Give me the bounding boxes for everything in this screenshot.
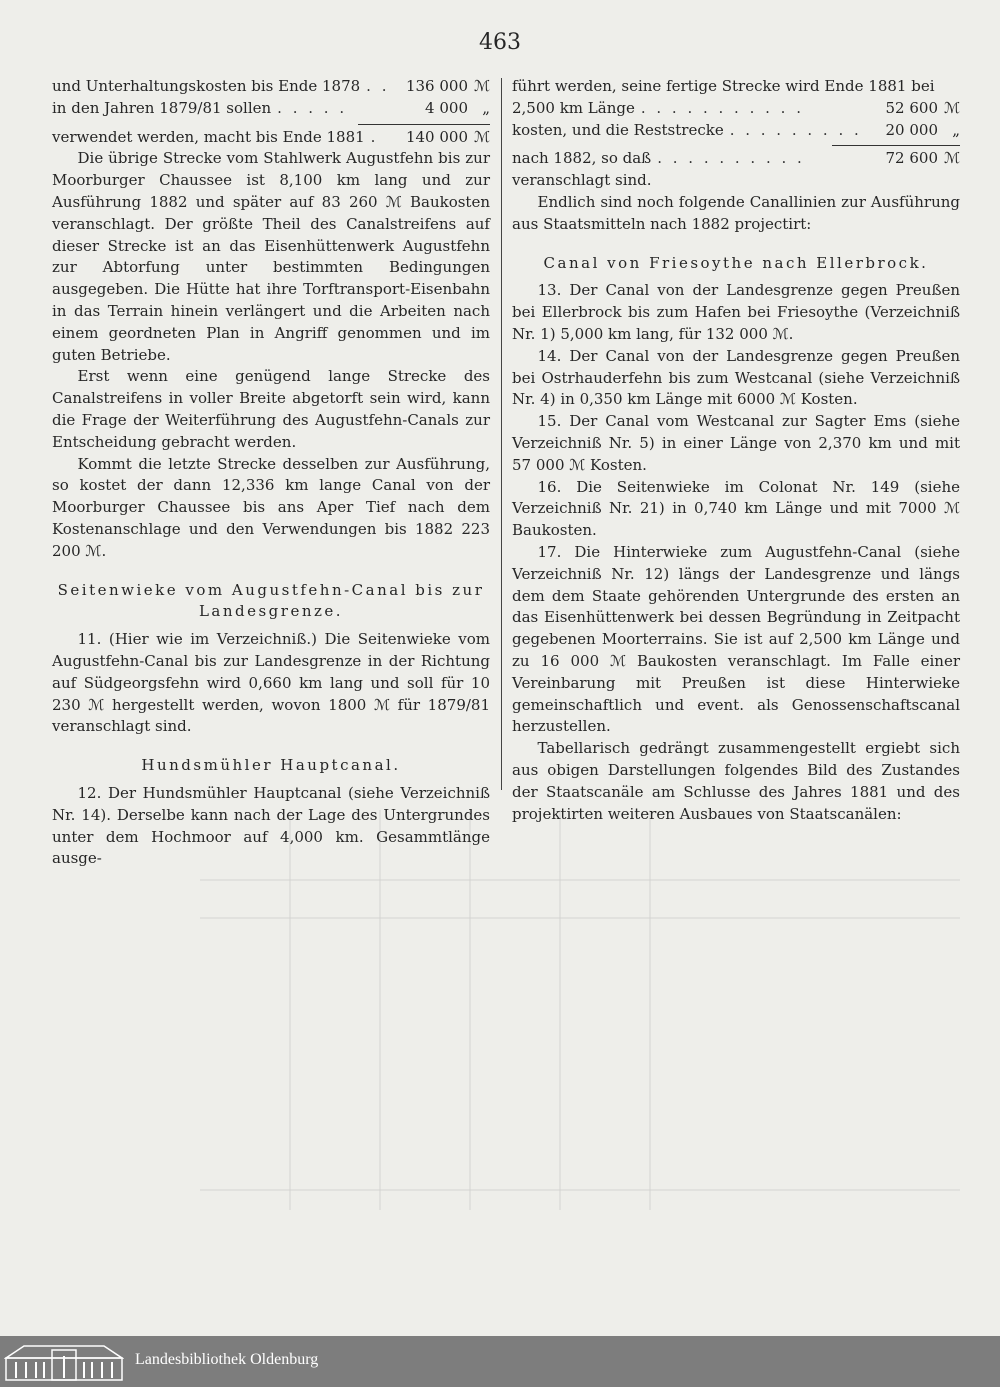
paragraph: 16. Die Seitenwieke im Colonat Nr. 149 (siehe Verzeichniß Nr. 21) in 0,740 km Länge und mit 7000 ℳ Baukosten.	[512, 477, 960, 540]
cost-row-label: kosten, und die Reststrecke	[512, 120, 724, 139]
leader-dots: . . . . . . . . . . .	[640, 98, 804, 117]
column-divider	[501, 78, 502, 790]
sum-rule	[358, 124, 490, 125]
cost-row-value: 136 000	[405, 77, 468, 95]
show-through-table	[200, 790, 980, 1230]
leader-dots: .	[370, 127, 379, 146]
cost-row-label: und Unterhaltungskosten bis Ende 1878	[52, 77, 361, 95]
page-number: 463	[479, 30, 521, 55]
paragraph: 17. Die Hinterwieke zum Augustfehn-Canal (siehe Verzeichniß Nr. 12) längs der Landesgrenze und längs dem dem Staate gehörenden Untergrunde des ersten an das Eisenhüttenwerk bei dessen Begründung in Zeitpacht gegebenen Moorterrains. Sie ist auf 2,500 km Länge und zu 16 000 ℳ Baukosten veranschlagt. Im Falle einer Vereinbarung mit Preußen ist diese Hinterwieke gemeinschaftlich und event. als Genossenschaftscanal herzustellen.	[512, 542, 960, 736]
cost-row-unit: „	[482, 98, 490, 117]
total-row-label: verwendet werden, macht bis Ende 1881	[52, 127, 365, 146]
paragraph: Tabellarisch gedrängt zusammengestellt ergiebt sich aus obigen Darstellungen folgendes Bild des Zustandes der Staatscanäle am Schlusse des Jahres 1881 und des projektirten weiteren Ausbaues von Staatscanälen:	[512, 739, 960, 823]
cost-row-value: 4 000	[425, 98, 468, 117]
cost-row-unit: ℳ	[943, 98, 960, 117]
paragraph: 13. Der Canal von der Landesgrenze gegen Preußen bei Ellerbrock bis zum Hafen bei Friesoythe (Verzeichniß Nr. 1) 5,000 km lang, für 132 000 ℳ.	[512, 281, 960, 343]
paragraph: 15. Der Canal vom Westcanal zur Sagter Ems (siehe Verzeichniß Nr. 5) in einer Länge von 2,370 km und mit 57 000 ℳ Kosten.	[512, 412, 960, 474]
total-row-value: 140 000	[405, 127, 468, 146]
show-through-lines	[200, 790, 980, 1230]
paragraph: Die übrige Strecke vom Stahlwerk Augustfehn bis zur Moorburger Chaussee ist 8,100 km lang und zur Ausführung 1882 und später auf 83 260 ℳ Baukosten veranschlagt. Der größte Theil des Canalstreifens auf dieser Strecke ist an das Eisenhüttenwerk Augustfehn zur Abtorfung unter bestimmten Bedingungen ausgegeben. Die Hütte hat ihre Torftransport-Eisenbahn in das Terrain hinein verlängert und die Arbeiten nach einem geordneten Plan in Angriff genommen und im guten Betriebe.	[52, 149, 490, 364]
paragraph: Kommt die letzte Strecke desselben zur Ausführung, so kostet der dann 12,336 km lange Canal von der Moorburger Chaussee bis ans Aper Tief nach dem Kostenanschlage und den Verwendungen bis 1882 223 200 ℳ.	[52, 454, 490, 560]
sum-rule	[832, 145, 960, 146]
section-heading: Seitenwieke vom Augustfehn-Canal bis zur Landesgrenze.	[57, 580, 485, 621]
paragraph: Endlich sind noch folgende Canallinien zur Ausführung aus Staatsmitteln nach 1882 projectirt:	[512, 192, 960, 233]
right-column	[512, 76, 960, 825]
paragraph: führt werden, seine fertige Strecke wird Ende 1881 bei	[512, 77, 935, 95]
total-row-label: nach 1882, so daß	[512, 149, 652, 168]
cost-row-length	[512, 98, 960, 120]
cost-row-label: in den Jahren 1879/81 sollen	[52, 98, 272, 117]
section-heading: Hundsmühler Hauptcanal.	[141, 756, 401, 775]
leader-dots: . . . . . . . . .	[729, 120, 862, 139]
total-row	[52, 127, 490, 149]
leader-dots: . . . . . . . . . .	[657, 149, 805, 168]
library-name: Landesbibliothek Oldenburg	[135, 1351, 319, 1368]
cost-row-1879-81	[52, 98, 490, 120]
cost-row-unit: ℳ	[473, 77, 490, 95]
cost-row-unit: „	[952, 120, 960, 139]
total-row-unit: ℳ	[943, 149, 960, 168]
total-row	[512, 148, 960, 170]
cost-row-label: 2,500 km Länge	[512, 98, 635, 117]
cost-row-remainder	[512, 120, 960, 142]
paragraph: 12. Der Hundsmühler Hauptcanal (siehe Verzeichniß Nr. 14). Derselbe kann nach der Lage des Untergrundes unter dem Hochmoor auf 4,000 km. Gesammtlänge ausge-	[52, 783, 490, 868]
paragraph: 11. (Hier wie im Verzeichniß.) Die Seitenwieke vom Augustfehn-Canal bis zur Landesgrenze in der Richtung auf Südgeorgsfehn wird 0,660 km lang und soll für 10 230 ℳ hergestellt werden, wovon 1800 ℳ für 1879/81 veranschlagt sind.	[52, 630, 490, 736]
paragraph: Erst wenn eine genügend lange Strecke des Canalstreifens in voller Breite abgetorft sein wird, kann die Frage der Weiterführung des Augustfehn-Canals zur Entscheidung gebracht werden.	[52, 367, 490, 451]
section-heading: Canal von Friesoythe nach Ellerbrock.	[543, 253, 929, 272]
footer-bar	[0, 1336, 1000, 1387]
cost-row-value: 52 600	[885, 98, 938, 117]
cost-row-value: 20 000	[885, 120, 938, 139]
paragraph: veranschlagt sind.	[512, 171, 652, 190]
leader-dots: . . . . .	[277, 98, 348, 117]
library-building-icon	[4, 1342, 124, 1382]
paragraph: 14. Der Canal von der Landesgrenze gegen Preußen bei Ostrhauderfehn bis zum Westcanal (siehe Verzeichniß Nr. 4) in 0,350 km Länge mit 6000 ℳ Kosten.	[512, 346, 960, 409]
total-row-unit: ℳ	[473, 127, 490, 146]
total-row-value: 72 600	[885, 149, 938, 168]
cost-row-maintenance	[52, 76, 490, 98]
left-column	[52, 76, 490, 870]
leader-dots: . .	[366, 77, 390, 95]
